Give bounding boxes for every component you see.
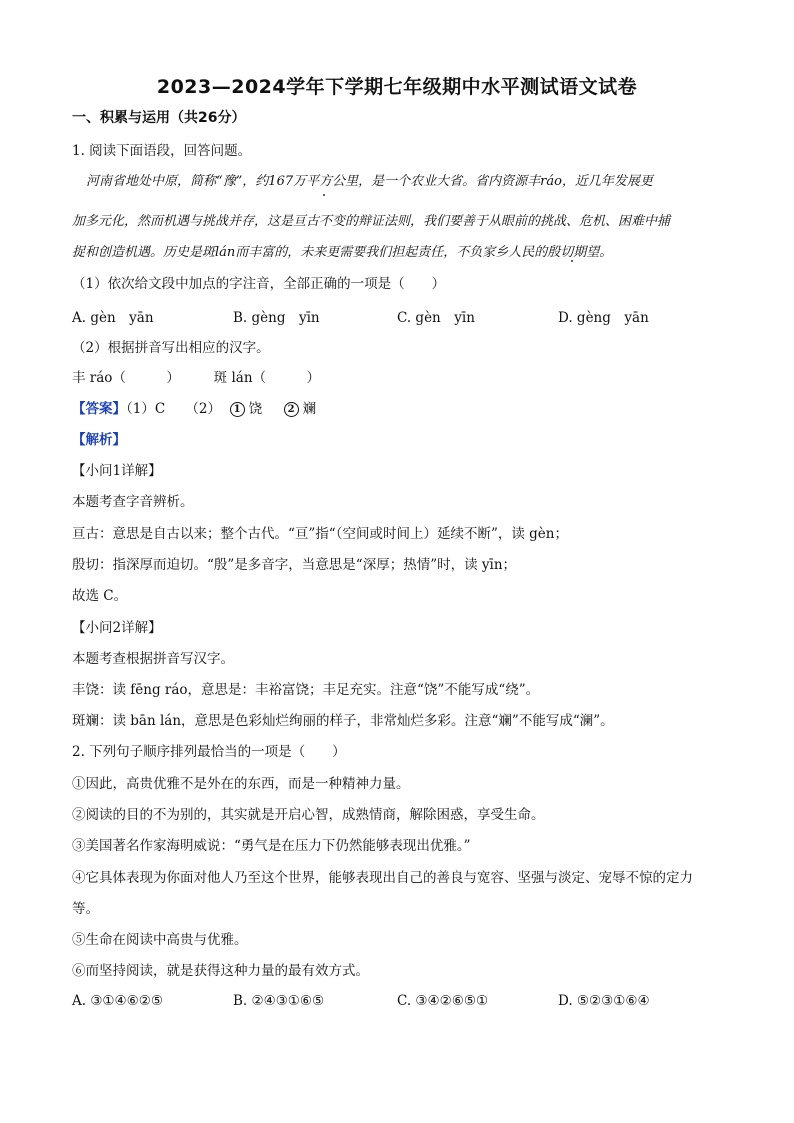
passage-line-3: 捉和创造机遇。历史是斑lán而丰富的，未来更需要我们担起责任，不负家乡人民的殷切期望。 (72, 245, 613, 260)
passage-line-1: 河南省地处中原，简称“豫”，约167万平方公里，是一个农业大省。省内资源丰ráo，近几年发展更 (86, 174, 653, 189)
option-b: B. ②④③①⑥⑤ (233, 993, 325, 1009)
option-a: A. ③①④⑥②⑤ (72, 993, 163, 1009)
analysis-tag: 【解析】 (72, 432, 126, 448)
detail-1-tag: 【小问1详解】 (72, 463, 162, 479)
sentence-item: ①因此，高贵优雅不是外在的东西，而是一种精神力量。 (72, 776, 410, 792)
sentence-item: ③美国著名作家海明威说：“勇气是在压力下仍然能够表现出优雅。” (72, 838, 471, 854)
emphasis-dot (571, 260, 573, 262)
detail-1-line: 亘古：意思是自古以来；整个古代。“亘”指“（空间或时间上）延续不断”，读 gèn； (72, 526, 568, 542)
detail-1-line: 殷切：指深厚而迫切。“殷”是多音字，当意思是“深厚；热情”时，读 yīn； (72, 557, 517, 573)
detail-2-line: 斑斓：读 bān lán，意思是色彩灿烂绚丽的样子，非常灿烂多彩。注意“斓”不能写成“澜”。 (72, 713, 614, 729)
section-heading: 一、积累与运用（共26分） (72, 110, 246, 126)
option-c: C. gèn yīn (397, 310, 475, 326)
question-1-stem: 1. 阅读下面语段，回答问题。 (72, 143, 252, 159)
pinyin-blanks: 丰 ráo（ ） 斑 lán（ ） (72, 370, 321, 386)
sentence-item: ④它具体表现为你面对他人乃至这个世界，能够表现出自己的善良与宽容、坚强与淡定、宠辱不惊的定力 (72, 870, 693, 886)
answer-char: 饶 (248, 401, 263, 417)
detail-2-line: 丰饶：读 fēng ráo，意思是：丰裕富饶；丰足充实。注意“饶”不能写成“绕”。 (72, 682, 540, 698)
option-d: D. ⑤②③①⑥④ (558, 993, 650, 1009)
passage-line-2: 加多元化，然而机遇与挑战并存，这是亘古不变的辩证法则，我们要善于从眼前的挑战、危机、困难中捕 (72, 214, 671, 229)
sentence-item: ⑥而坚持阅读，就是获得这种力量的最有效方式。 (72, 963, 369, 979)
option-c: C. ③④②⑥⑤① (397, 993, 489, 1009)
option-d: D. gèng yān (558, 310, 649, 326)
question-2-stem: 2. 下列句子顺序排列最恰当的一项是（ ） (72, 744, 346, 760)
sub-question-2: （2）根据拼音写出相应的汉字。 (72, 340, 270, 356)
detail-1-line: 故选 C。 (72, 588, 128, 604)
circle-number: 1 (230, 402, 245, 417)
option-b: B. gèng yīn (233, 310, 320, 326)
sentence-item: ⑤生命在阅读中高贵与优雅。 (72, 932, 248, 948)
sentence-item: ②阅读的目的不为别的，其实就是开启心智，成熟情商，解除困惑，享受生命。 (72, 807, 545, 823)
circle-number: 2 (284, 402, 299, 417)
answer-char: 斓 (302, 401, 317, 417)
emphasis-dot (323, 194, 325, 196)
detail-2-line: 本题考查根据拼音写汉字。 (72, 651, 234, 667)
sentence-item-cont: 等。 (72, 901, 99, 917)
answer-tag: 【答案】 (72, 401, 126, 417)
answer-line (72, 399, 732, 419)
option-a: A. gèn yān (72, 310, 154, 326)
page-title: 2023—2024学年下学期七年级期中水平测试语文试卷 (156, 76, 638, 98)
detail-2-tag: 【小问2详解】 (72, 620, 162, 636)
answer-text: （1）C （2） (126, 401, 222, 417)
detail-1-line: 本题考查字音辨析。 (72, 494, 194, 510)
sub-question-1: （1）依次给文段中加点的字注音，全部正确的一项是（ ） (72, 276, 446, 292)
